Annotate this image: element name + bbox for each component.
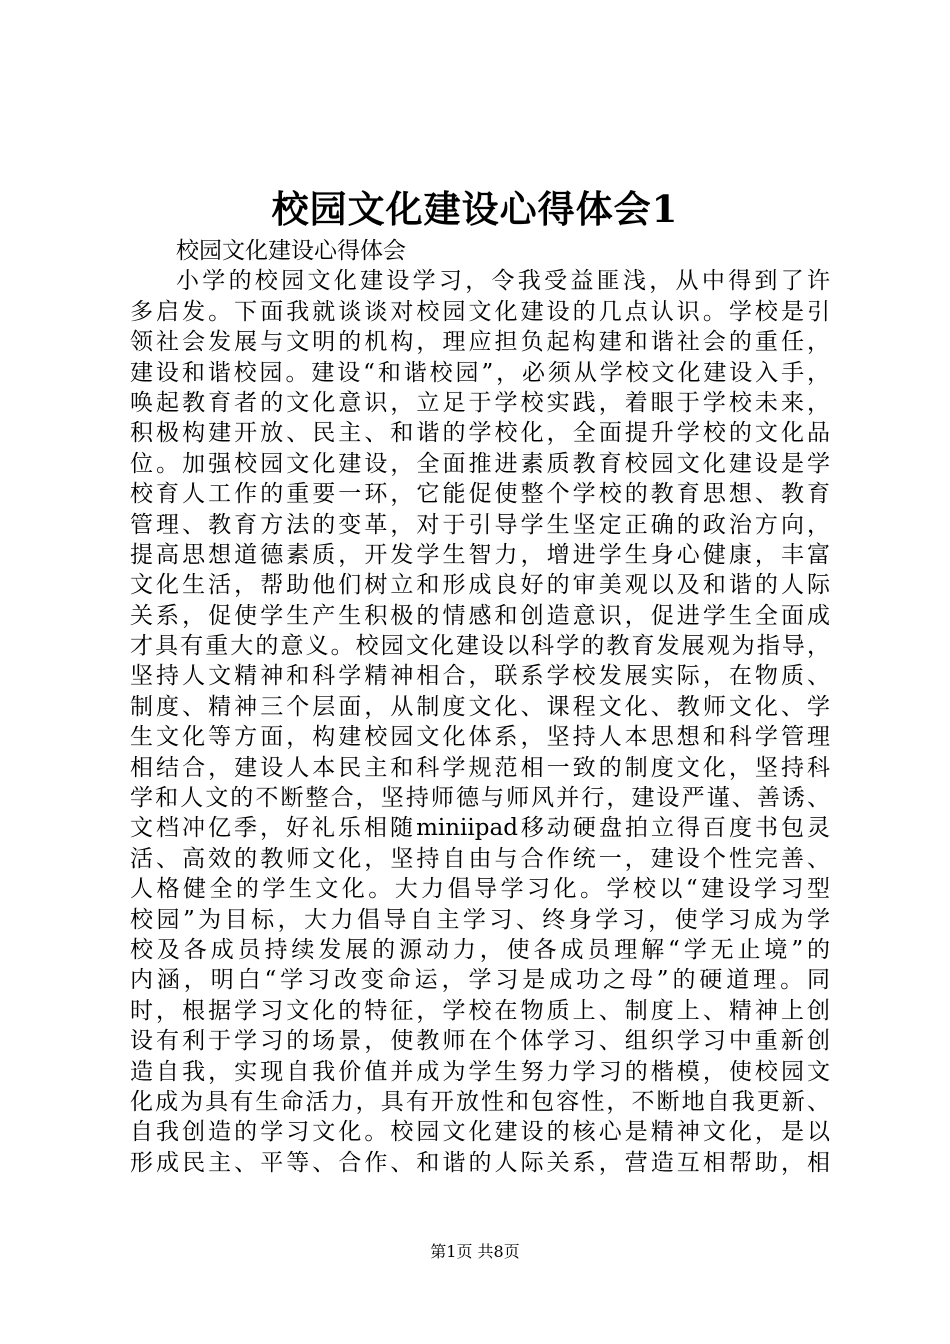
paragraph-line: 相结合，建设人本民主和科学规范相一致的制度文化，坚持科 [130, 754, 830, 781]
paragraph-line: 校育人工作的重要一环，它能促使整个学校的教育思想、教育 [130, 481, 830, 508]
paragraph-line: 造自我，实现自我价值并成为学生努力学习的楷模，使校园文 [130, 1058, 830, 1085]
paragraph-line: 校及各成员持续发展的源动力，使各成员理解“学无止境”的 [130, 936, 830, 963]
paragraph-line: 校园”为目标，大力倡导自主学习、终身学习，使学习成为学 [130, 906, 830, 933]
paragraph-line: 才具有重大的意义。校园文化建设以科学的教育发展观为指导， [130, 633, 830, 660]
paragraph-line: 制度、精神三个层面，从制度文化、课程文化、教师文化、学 [130, 693, 830, 720]
paragraph-line: 学和人文的不断整合，坚持师德与师风并行，建设严谨、善诱、 [130, 785, 830, 812]
paragraph-line: 坚持人文精神和科学精神相合，联系学校发展实际，在物质、 [130, 663, 830, 690]
paragraph-line: 自我创造的学习文化。校园文化建设的核心是精神文化，是以 [130, 1119, 830, 1146]
paragraph-line: 管理、教育方法的变革，对于引导学生坚定正确的政治方向， [130, 511, 830, 538]
paragraph-line: 文档冲亿季，好礼乐相随miniipad移动硬盘拍立得百度书包灵 [130, 815, 830, 842]
paragraph-line: 小学的校园文化建设学习，令我受益匪浅，从中得到了许 [176, 268, 830, 295]
document-title: 校园文化建设心得体会1 [271, 187, 679, 231]
paragraph-line: 化成为具有生命活力，具有开放性和包容性，不断地自我更新、 [130, 1088, 830, 1115]
document-subtitle: 校园文化建设心得体会 [176, 238, 406, 264]
document-body [130, 236, 830, 1178]
paragraph-line: 积极构建开放、民主、和谐的学校化，全面提升学校的文化品 [130, 420, 830, 447]
paragraph-line: 多启发。下面我就谈谈对校园文化建设的几点认识。学校是引 [130, 298, 830, 325]
paragraph-line: 时，根据学习文化的特征，学校在物质上、制度上、精神上创 [130, 997, 830, 1024]
paragraph-line: 提高思想道德素质，开发学生智力，增进学生身心健康，丰富 [130, 541, 830, 568]
paragraph-line: 活、高效的教师文化，坚持自由与合作统一，建设个性完善、 [130, 845, 830, 872]
page-number: 第1页 共8页 [430, 1242, 520, 1261]
paragraph-line: 位。加强校园文化建设，全面推进素质教育校园文化建设是学 [130, 450, 830, 477]
paragraph-line: 内涵，明白“学习改变命运，学习是成功之母”的硬道理。同 [130, 967, 830, 994]
paragraph-line: 唤起教育者的文化意识，立足于学校实践，着眼于学校未来， [130, 389, 830, 416]
paragraph-line: 生文化等方面，构建校园文化体系，坚持人本思想和科学管理 [130, 724, 830, 751]
paragraph-line: 建设和谐校园。建设“和谐校园”，必须从学校文化建设入手， [130, 359, 830, 386]
paragraph-line: 关系，促使学生产生积极的情感和创造意识，促进学生全面成 [130, 602, 830, 629]
paragraph-line: 文化生活，帮助他们树立和形成良好的审美观以及和谐的人际 [130, 572, 830, 599]
paragraph-line: 设有利于学习的场景，使教师在个体学习、组织学习中重新创 [130, 1028, 830, 1055]
paragraph-line: 形成民主、平等、合作、和谐的人际关系，营造互相帮助，相 [130, 1149, 830, 1176]
paragraph-line: 人格健全的学生文化。大力倡导学习化。学校以“建设学习型 [130, 876, 830, 903]
paragraph-line: 领社会发展与文明的机构，理应担负起构建和谐社会的重任， [130, 329, 830, 356]
